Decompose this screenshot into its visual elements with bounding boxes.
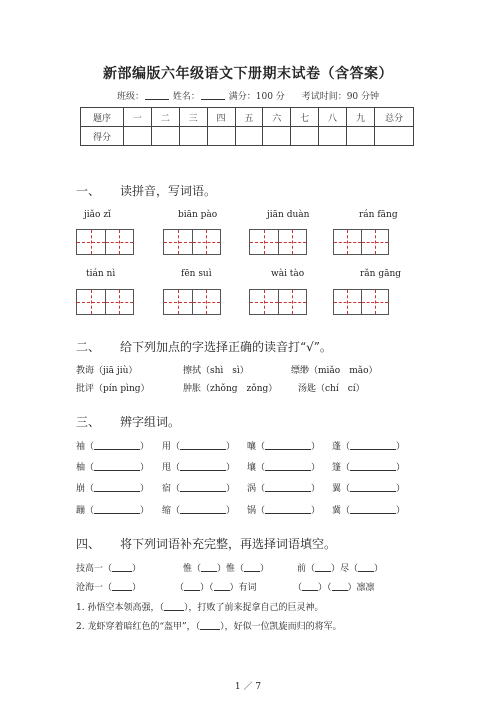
idiom-item: 惟（ ）惟（ ） — [183, 564, 270, 574]
score-cell[interactable] — [319, 127, 347, 146]
character-group-item: 缩（ ） — [162, 506, 236, 516]
pinyin-label: jiǎo zǐ — [84, 210, 111, 220]
pronunciation-item — [298, 381, 365, 394]
character: 蓬 — [332, 442, 342, 452]
pronunciation-item — [76, 363, 137, 376]
page-number: 1 ／ 7 — [234, 682, 262, 692]
pinyin-label: fēn suì — [181, 269, 212, 279]
class-blank[interactable] — [145, 91, 169, 100]
character: 翼 — [332, 484, 342, 494]
pronunciation-item — [183, 381, 277, 394]
word-blank[interactable] — [94, 440, 140, 450]
page-title: 新部编版六年级语文下册期末试卷（含答案） — [103, 66, 393, 82]
character-group-item: 翼（ ） — [332, 484, 406, 494]
score-cell[interactable] — [375, 127, 414, 146]
character-group-item: 柚（ ） — [76, 463, 150, 473]
score-cell[interactable] — [291, 127, 319, 146]
pinyin-label: biān pào — [178, 210, 218, 220]
character: 袖 — [76, 442, 86, 452]
character: 嚷 — [247, 442, 257, 452]
tian-grid-box[interactable] — [76, 229, 134, 255]
score-header-cell: 二 — [151, 108, 179, 127]
idiom-blank[interactable] — [201, 562, 217, 572]
character: 甩 — [162, 463, 172, 473]
idiom-blank[interactable] — [244, 562, 260, 572]
tian-grid-box[interactable] — [163, 229, 221, 255]
character-group-item: 蓬（ ） — [332, 442, 406, 452]
tian-grid-box[interactable] — [163, 289, 221, 315]
score-header-cell: 六 — [263, 108, 291, 127]
score-cell[interactable] — [235, 127, 263, 146]
idiom-item: 沧海一（ ） — [76, 583, 142, 593]
score-cell[interactable] — [124, 127, 152, 146]
tian-grid-box[interactable] — [76, 289, 134, 315]
score-header-cell: 题序 — [81, 108, 124, 127]
score-cell[interactable] — [151, 127, 179, 146]
sentence-blank[interactable] — [164, 601, 184, 611]
section-title: 将下列词语补充完整，再选择词语填空。 — [120, 537, 337, 551]
word-blank[interactable] — [94, 461, 140, 471]
item-word: 汤匙 — [298, 384, 317, 394]
character-group-item: 袖（ ） — [76, 442, 150, 452]
pronunciation-item — [183, 363, 249, 376]
section-title: 读拼音，写词语。 — [120, 184, 217, 198]
character: 壤 — [247, 463, 257, 473]
fill-sentence-2: 2. 龙虾穿着暗红色的“盔甲”，（ ），好似一位凯旋而归的将军。 — [76, 622, 342, 632]
item-word: 缥缈 — [291, 366, 310, 376]
character: 用 — [162, 442, 172, 452]
character-group-item: 涡（ ） — [247, 484, 321, 494]
character: 柚 — [76, 463, 86, 473]
idiom-item: （ ）（ ）凛凛 — [293, 583, 375, 593]
pinyin-label: wài tào — [271, 269, 305, 279]
score-header-cell: 一 — [124, 108, 152, 127]
idiom-blank[interactable] — [184, 581, 200, 591]
item-options[interactable]: （zhǒng zǒng） — [201, 384, 278, 394]
tian-grid-box[interactable] — [249, 229, 307, 255]
item-word: 肿胀 — [183, 384, 202, 394]
character-group-item: 锅（ ） — [247, 506, 321, 516]
item-word: 批评 — [76, 384, 95, 394]
character-group-item: 用（ ） — [162, 442, 236, 452]
score-header-cell: 三 — [179, 108, 207, 127]
word-blank[interactable] — [94, 482, 140, 492]
item-options[interactable]: （miǎo mǎo） — [309, 366, 378, 376]
word-blank[interactable] — [180, 504, 226, 514]
section-1-heading — [76, 182, 216, 199]
section-number: 二、 — [76, 340, 101, 354]
character: 蹦 — [76, 506, 86, 516]
fill-sentence-1: 1. 孙悟空本领高强，（ ），打败了前来捉拿自己的巨灵神。 — [76, 603, 324, 613]
character-group-item: 宿（ ） — [162, 484, 236, 494]
word-blank[interactable] — [350, 440, 396, 450]
section-title: 给下列加点的字选择正确的读音打“√”。 — [120, 340, 332, 354]
pinyin-label: rǎn gāng — [360, 269, 402, 279]
name-blank[interactable] — [201, 91, 225, 100]
idiom-blank[interactable] — [112, 562, 132, 572]
word-blank[interactable] — [94, 504, 140, 514]
idiom-blank[interactable] — [302, 581, 318, 591]
word-blank[interactable] — [350, 482, 396, 492]
section-4-heading — [76, 535, 336, 552]
character: 宿 — [162, 484, 172, 494]
item-options[interactable]: （jiā jiù） — [94, 366, 138, 376]
idiom-blank[interactable] — [214, 581, 230, 591]
score-header-cell: 八 — [319, 108, 347, 127]
character-group-item: 甩（ ） — [162, 463, 236, 473]
word-blank[interactable] — [265, 440, 311, 450]
score-header-cell: 九 — [347, 108, 375, 127]
item-options[interactable]: （chí cí） — [316, 384, 365, 394]
score-table-header-row — [81, 108, 414, 127]
character: 缩 — [162, 506, 172, 516]
score-header-cell: 总分 — [375, 108, 414, 127]
pinyin-label: jiān duàn — [267, 210, 310, 220]
time-label: 考试时间：90 分钟 — [301, 92, 380, 102]
section-number: 一、 — [76, 184, 101, 198]
tian-grid-box[interactable] — [333, 289, 389, 315]
idiom-blank[interactable] — [358, 562, 374, 572]
score-label: 满分：100 分 — [228, 92, 285, 102]
tian-grid-box[interactable] — [249, 289, 307, 315]
word-blank[interactable] — [350, 504, 396, 514]
score-header-cell: 五 — [235, 108, 263, 127]
idiom-item: 前（ ）尽（ ） — [297, 564, 384, 574]
character-group-item: 冀（ ） — [332, 506, 406, 516]
score-cell[interactable] — [263, 127, 291, 146]
word-blank[interactable] — [350, 461, 396, 471]
section-2-heading — [76, 338, 332, 355]
score-table-score-row — [81, 127, 414, 146]
idiom-item: （ ）（ ）有词 — [175, 583, 257, 593]
score-table — [80, 107, 414, 146]
word-blank[interactable] — [265, 482, 311, 492]
section-number: 四、 — [76, 537, 101, 551]
word-blank[interactable] — [265, 461, 311, 471]
sentence-blank[interactable] — [200, 620, 220, 630]
score-cell[interactable] — [347, 127, 375, 146]
idiom-item: 技高一（ ） — [76, 564, 142, 574]
pinyin-label: tián nì — [86, 269, 116, 279]
tian-grid-box[interactable] — [333, 229, 389, 255]
idiom-blank[interactable] — [332, 581, 348, 591]
name-label: 姓名： — [172, 92, 200, 102]
character: 篷 — [332, 463, 342, 473]
item-options[interactable]: （pín pìng） — [94, 384, 150, 394]
word-blank[interactable] — [265, 504, 311, 514]
character: 冀 — [332, 506, 342, 516]
word-blank[interactable] — [180, 461, 226, 471]
item-options[interactable]: （shì sì） — [201, 366, 249, 376]
character: 锅 — [247, 506, 257, 516]
item-word: 擦拭 — [183, 366, 202, 376]
character-group-item: 壤（ ） — [247, 463, 321, 473]
score-header-cell: 四 — [207, 108, 235, 127]
score-cell[interactable] — [179, 127, 207, 146]
section-number: 三、 — [76, 415, 101, 429]
pronunciation-item — [291, 363, 378, 376]
character-group-item: 崩（ ） — [76, 484, 150, 494]
score-row-label: 得分 — [81, 127, 124, 146]
section-title: 辨字组词。 — [120, 415, 181, 429]
score-cell[interactable] — [207, 127, 235, 146]
exam-info — [0, 89, 496, 102]
item-word: 教诲 — [76, 366, 95, 376]
pinyin-label: rán fāng — [359, 210, 398, 220]
idiom-blank[interactable] — [315, 562, 331, 572]
idiom-blank[interactable] — [112, 581, 132, 591]
character: 崩 — [76, 484, 86, 494]
word-blank[interactable] — [180, 440, 226, 450]
character-group-item: 篷（ ） — [332, 463, 406, 473]
word-blank[interactable] — [180, 482, 226, 492]
character-group-item: 嚷（ ） — [247, 442, 321, 452]
character: 涡 — [247, 484, 257, 494]
pronunciation-item — [76, 381, 150, 394]
section-3-heading — [76, 413, 180, 430]
score-header-cell: 七 — [291, 108, 319, 127]
character-group-item: 蹦（ ） — [76, 506, 150, 516]
class-label: 班级： — [116, 92, 144, 102]
